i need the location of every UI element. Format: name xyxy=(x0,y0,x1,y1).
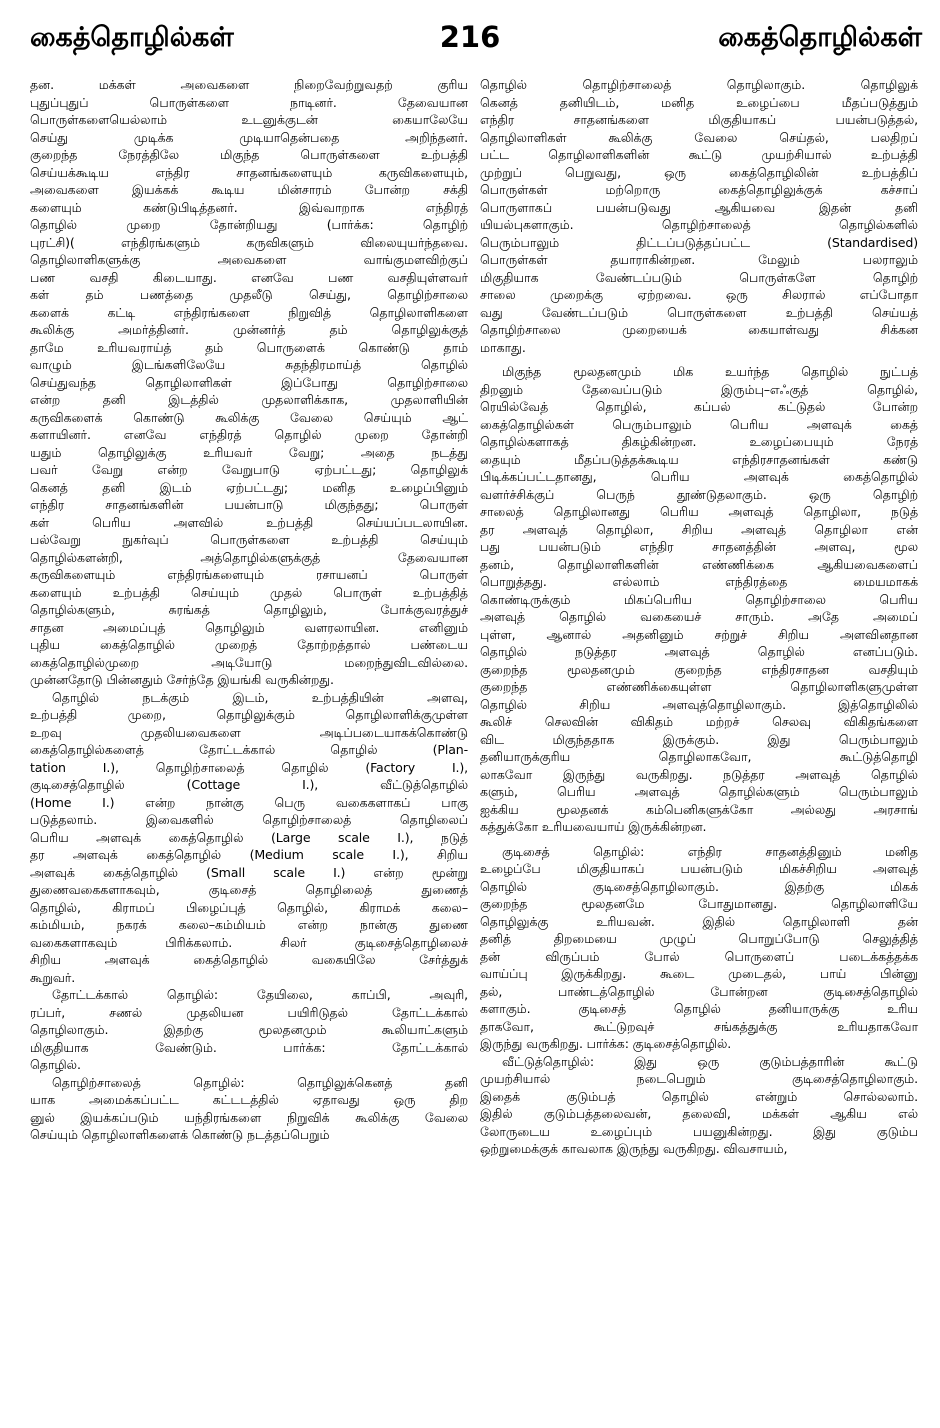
text-line: தன் விருப்பம் போல் பொருளைப் படைக்கத்தக்க xyxy=(480,948,918,964)
text-line: படுத்தலாம். இவைகளில் தொழிற்சாலைத் தொழிலைப் xyxy=(30,812,468,827)
text-line: தொழில், கிராமப் பிழைப்புத் தொழில், கிராமக் கலை– xyxy=(30,899,468,915)
text-line: சாலைத் தொழிலானது பெரிய அளவுத் தொழிலா, நடுத் xyxy=(480,504,918,519)
text-line: கள் பெரிய அளவில் உற்பத்தி செய்யப்படலாயின. xyxy=(30,514,468,530)
text-line: மிகுதியாக வேண்டப்படும் பொருள்களே தொழிற் xyxy=(480,269,918,285)
text-line: குடிசைத்தொழில் (Cottage I.), வீட்டுத்தொழில் xyxy=(30,777,468,792)
text-line: அளவுத் தொழில் வகையைச் சாரும். அதே அமைப் xyxy=(480,609,918,624)
text-line: பல்வேறு நுகர்வுப் பொருள்களை உற்பத்தி செய்யும் xyxy=(30,532,468,547)
text-line: கொண்டிருக்கும் மிகப்பெரிய தொழிற்சாலை பெரிய xyxy=(480,591,918,607)
running-title-right: கைத்தொழில்கள் xyxy=(718,22,922,53)
text-line: விட மிகுந்ததாக இருக்கும். இது பெரும்பாலும் xyxy=(480,731,918,747)
text-line: கூலிச் செலவின் விகிதம் மற்றச் செலவு விகிதங்களை xyxy=(480,714,918,729)
text-line: தொழிற்சாலைத் தொழில்: தொழிலுக்கெனத் தனி xyxy=(52,1074,468,1090)
text-line: தொழிலாளிகளுக்கு அவைகளை வாங்குமளவிற்குப் xyxy=(30,252,468,267)
text-line: தனித் திறமையை முழுப் பொறுப்போடு செலுத்தித் xyxy=(480,931,918,946)
text-line: தொழில் நடுத்தர அளவுத் தொழில் எனப்படும். xyxy=(480,644,918,659)
text-line: பொருள்களையெல்லாம் உடனுக்குடன் கையாலேயே xyxy=(30,112,468,127)
text-line: கருவிகளையும் எந்திரங்களையும் ரசாயனப் பொருள் xyxy=(30,567,468,582)
text-line: கள் தம் பணத்தை முதலீடு செய்து, தொழிற்சாலை xyxy=(30,287,468,302)
text-line: பொருள்கள் மற்றொரு கைத்தொழிலுக்குக் கச்சாப் xyxy=(480,182,918,197)
left-column xyxy=(30,76,468,1144)
text-line: (Home I.) என்ற நான்கு பெரு வகைகளாகப் பாகு xyxy=(30,794,468,810)
text-line: பொருளாகப் பயன்படுவது ஆகியவை இதன் தனி xyxy=(480,199,918,215)
text-line: தொழில் முறை தோன்றியது (பார்க்க: தொழிற் xyxy=(30,217,468,232)
text-line: தர அளவுத் தொழிலா, சிறிய அளவுத் தொழிலா என் xyxy=(480,521,918,537)
text-line: தொழிற்சாலை முறையைக் கையாள்வது சிக்கன xyxy=(480,322,918,337)
text-line: வீட்டுத்தொழில்: இது ஒரு குடும்பத்தாரின் கூட்டு xyxy=(502,1053,918,1069)
text-line: ஐக்கிய மூலதனக் கம்பெனிகளுக்கோ அல்லது அரசாங் xyxy=(480,801,918,817)
text-line: பொறுத்தது. எல்லாம் எந்திரத்தை மையமாகக் xyxy=(480,574,918,589)
text-line: ரப்பர், சணல் முதலியன பயிரிடுதல் தோட்டக்கால் xyxy=(30,1004,468,1020)
text-line: யாக அமைக்கப்பட்ட கட்டடத்தில் ஏதாவது ஒரு திற xyxy=(30,1092,468,1107)
text-line: தல், பாண்டத்தொழில் போன்றன குடிசைத்தொழில் xyxy=(480,983,918,999)
text-line: தனம், தொழிலாளிகளின் எண்ணிக்கை ஆகியவைகளைப் xyxy=(480,556,918,572)
text-line: தொழில் குடிசைத்தொழிலாகும். இதற்கு மிகக் xyxy=(480,878,918,894)
text-line: களாகும். குடிசைத் தொழில் தனியாருக்கு உரிய xyxy=(480,1001,918,1016)
text-line: களாயினர். எனவே எந்திரத் தொழில் முறை தோன்றி xyxy=(30,427,468,442)
text-line: குறைந்த மூலதனமே போதுமானது. தொழிலாளியே xyxy=(480,896,918,911)
text-line: பெரிய அளவுக் கைத்தொழில் (Large scale I.), நடுத் xyxy=(30,829,468,845)
text-line: பெரும்பாலும் திட்டப்படுத்தப்பட்ட (Standardised) xyxy=(480,234,918,250)
text-line: மிகுந்த மூலதனமும் மிக உயர்ந்த தொழில் நுட்பத் xyxy=(502,364,918,379)
text-line: னுல் இயக்கப்படும் யந்திரங்களை நிறுவிக் கூலிக்கு வேலை xyxy=(30,1109,468,1125)
text-line: இதில் குடும்பத்தலைவன், தலைவி, மக்கள் ஆகிய எல் xyxy=(480,1106,918,1121)
text-line: களைக் கட்டி எந்திரங்களை நிறுவித் தொழிலாளிகளை xyxy=(30,304,468,320)
text-line: புதிய கைத்தொழில் முறைத் தோற்றத்தால் பண்டைய xyxy=(30,637,468,652)
text-line: களும், பெரிய அளவுத் தொழில்களும் பெரும்பாலும் xyxy=(480,784,918,799)
text-line: எந்திர சாதனங்களின் பயன்பாடு மிகுந்தது; பொருள் xyxy=(30,497,468,512)
text-line: இருந்து வருகிறது. பார்க்க: குடிசைத்தொழில். xyxy=(480,1036,732,1051)
text-line: அவைகளை இயக்கக் கூடிய மின்சாரம் போன்ற சக்தி xyxy=(30,182,468,197)
text-line: கத்துக்கோ உரியவையாய் இருக்கின்றன. xyxy=(480,819,707,834)
text-line: பட்ட தொழிலாளிகளின் கூட்டு முயற்சியால் உற்பத்தி xyxy=(480,147,918,162)
text-line: கைத்தொழில்கள் பெரும்பாலும் பெரிய அளவுக் கைத் xyxy=(480,416,918,432)
text-line: முன்னதோடு பின்னதும் சேர்ந்தே இயங்கி வருகின்றது. xyxy=(30,672,334,687)
text-line: சிறிய அளவுக் கைத்தொழில் வகையிலே சேர்த்துக் xyxy=(30,952,468,967)
text-line: கெனத் தனியிடம், மனித உழைப்பை மீதப்படுத்தும் xyxy=(480,94,918,110)
text-line: பிடிக்கப்பட்டதானது, பெரிய அளவுக் கைத்தொழில் xyxy=(480,469,918,484)
text-line: கூறுவர். xyxy=(30,969,76,985)
text-line: தொழில்களும், சுரங்கத் தொழிலும், போக்குவரத்துச் xyxy=(30,602,468,617)
text-line: தன. மக்கள் அவைகளை நிறைவேற்றுவதற் குரிய xyxy=(30,77,468,92)
text-line: புதுப்புதுப் பொருள்களை நாடினர். தேவையான xyxy=(30,94,468,110)
text-line: பொருள்கள் தயாராகின்றன. மேலும் பலராலும் xyxy=(480,252,918,267)
text-line: கைத்தொழில்முறை அடியோடு மறைந்துவிடவில்லை. xyxy=(30,654,468,670)
text-line: தொழில் சிறிய அளவுத்தொழிலாகும். இத்தொழிலில் xyxy=(480,696,918,712)
text-line: தொழில் தொழிற்சாலைத் தொழிலாகும். தொழிலுக் xyxy=(480,77,918,92)
text-line: பண வசதி கிடையாது. எனவே பண வசதியுள்ளவர் xyxy=(30,269,468,285)
page-header xyxy=(0,0,940,60)
text-line: பது பயன்படும் எந்திர சாதனத்தின் அளவு, மூல xyxy=(480,539,918,554)
text-line: பவர் வேறு என்ற வேறுபாடு ஏற்பட்டது; தொழிலுக் xyxy=(30,462,468,477)
text-line: ஒற்றுமைக்குக் காவலாக இருந்து வருகிறது. விவசாயம், xyxy=(480,1141,788,1156)
text-line: துணைவகைகளாகவும், குடிசைத் தொழிலைத் துணைத் xyxy=(30,882,468,897)
text-line: என்ற தனி இடத்தில் முதலாளிக்காக, முதலாளியின் xyxy=(30,392,468,407)
text-line: லாகவோ இருந்து வருகிறது. நடுத்தர அளவுத் தொழில் xyxy=(480,766,918,782)
text-line: எந்திர சாதனங்களை மிகுதியாகப் பயன்படுத்தல், xyxy=(480,112,918,127)
text-line: யியல்புகளாகும். தொழிற்சாலைத் தொழில்களில் xyxy=(480,217,918,232)
text-line: தனியாருக்குரிய தொழிலாகவோ, கூட்டுத்தொழி xyxy=(480,749,918,764)
text-line: குடிசைத் தொழில்: எந்திர சாதனத்தினும் மனித xyxy=(502,843,918,859)
text-line: வாய்ப்பு இருக்கிறது. கூடை முடைதல், பாய் பின்னு xyxy=(480,966,918,981)
text-line: மிகுதியாக வேண்டும். பார்க்க: தோட்டக்கால் xyxy=(30,1039,468,1055)
text-line: களையும் உற்பத்தி செய்யும் முதல் பொருள் உற்பத்தித் xyxy=(30,584,468,600)
text-line: வாழும் இடங்களிலேயே சுதந்திரமாய்த் தொழில் xyxy=(30,357,468,372)
text-line: உறவு முதலியவைகளை அடிப்படையாகக்கொண்டு xyxy=(30,724,468,740)
text-line: செய்யும் தொழிலாளிகளைக் கொண்டு நடத்தப்பெறும் xyxy=(30,1127,330,1142)
text-line: மாகாது. xyxy=(480,339,526,355)
text-line: கருவிகளைக் கொண்டு கூலிக்கு வேலை செய்யும் ஆட் xyxy=(30,409,468,425)
text-line: தொழில்களன்றி, அத்தொழில்களுக்குத் தேவையான xyxy=(30,549,468,565)
text-line: உற்பத்தி முறை, தொழிலுக்கும் தொழிலாளிக்குமுள்ள xyxy=(30,707,468,722)
text-line: லோருடைய உழைப்பும் பயனுகின்றது. இது குடும்ப xyxy=(480,1123,918,1139)
text-line: யதும் தொழிலுக்கு உரியவர் வேறு; அதை நடத்து xyxy=(30,444,468,460)
text-line: தோட்டக்கால் தொழில்: தேயிலை, காப்பி, அவுரி, xyxy=(52,987,468,1002)
text-line: செய்துவந்த தொழிலாளிகள் இப்போது தொழிற்சாலை xyxy=(30,374,468,390)
right-column xyxy=(480,76,918,1158)
text-line: திறனும் தேவைப்படும் இரும்பு–எஃகுத் தொழில், xyxy=(480,381,918,397)
text-line: tation I.), தொழிற்சாலைத் தொழில் (Factory I.), xyxy=(30,759,468,775)
text-line: புள்ள, ஆனால் அதனினும் சற்றுச் சிறிய அளவினதான xyxy=(480,626,918,642)
text-line: வகைகளாகவும் பிரிக்கலாம். சிலர் குடிசைத்தொழிலைச் xyxy=(30,934,468,950)
text-line: தாகவோ, கூட்டுறவுச் சங்கத்துக்கு உரியதாகவோ xyxy=(480,1018,918,1034)
text-line: தொழில். xyxy=(30,1057,81,1072)
text-line: அளவுக் கைத்தொழில் (Small scale I.) என்ற மூன்று xyxy=(30,864,468,880)
text-line: உழைப்பே மிகுதியாகப் பயன்படும் மிகச்சிறிய அளவுத் xyxy=(480,861,918,876)
text-line: கூலிக்கு அமர்த்தினர். முன்னர்த் தம் தொழிலுக்குத் xyxy=(30,322,468,337)
text-line: தொழிலாளிகள் கூலிக்கு வேலை செய்தல், பலதிறப் xyxy=(480,129,918,145)
text-line: கைத்தொழில்களைத் தோட்டக்கால் தொழில் (Plan- xyxy=(30,742,468,757)
text-line: கெனத் தனி இடம் ஏற்பட்டது; மனித உழைப்பினும் xyxy=(30,479,468,495)
text-line: செய்யக்கூடிய எந்திர சாதனங்களையும் கருவிகளையும், xyxy=(30,164,468,180)
text-line: முற்றுப் பெறுவது, ஒரு கைத்தொழிலின் உற்பத்திப் xyxy=(480,164,918,180)
running-title-left: கைத்தொழில்கள் xyxy=(30,22,234,53)
text-line: குறைந்த எண்ணிக்கையுள்ள தொழிலாளிகளுமுள்ள xyxy=(480,679,918,694)
text-line: செய்து முடிக்க முடியாதென்பதை அறிந்தனர். xyxy=(30,129,468,145)
text-line: தொழில்களாகத் திகழ்கின்றன. உழைப்பையும் நேரத் xyxy=(480,434,918,449)
text-line: முயற்சியால் நடைபெறும் குடிசைத்தொழிலாகும். xyxy=(480,1071,918,1086)
text-line: ரெயில்வேத் தொழில், கப்பல் கட்டுதல் போன்ற xyxy=(480,399,918,414)
text-line: தொழில் நடக்கும் இடம், உற்பத்தியின் அளவு, xyxy=(52,689,468,705)
text-line: குறைந்த மூலதனமும் குறைந்த எந்திரசாதன வசதியும் xyxy=(480,661,918,677)
text-line: வளர்ச்சிக்குப் பெருந் தூண்டுதலாகும். ஒரு தொழிற் xyxy=(480,486,918,502)
text-line: வது வேண்டப்படும் பொருள்களை உற்பத்தி செய்யத் xyxy=(480,304,918,320)
page-number: 216 xyxy=(439,20,501,54)
text-line: தொழிலாகும். இதற்கு மூலதனமும் கூலியாட்களும் xyxy=(30,1022,468,1037)
text-line: தொழிலுக்கு உரியவன். இதில் தொழிலாளி தன் xyxy=(480,913,918,929)
text-line: தர அளவுக் கைத்தொழில் (Medium scale I.), சிறிய xyxy=(30,847,468,862)
text-line: சாலை முறைக்கு ஏற்றவை. ஒரு சிலரால் எப்போதா xyxy=(480,287,918,302)
text-line: களையும் கண்டுபிடித்தனர். இவ்வாறாக எந்திரத் xyxy=(30,199,468,215)
text-line: தாமே உரியவராய்த் தம் பொருளைக் கொண்டு தாம் xyxy=(30,339,468,355)
text-line: கம்மியம், நகரக் கலை–கம்மியம் என்ற நான்கு துணை xyxy=(30,917,468,932)
text-line: புரட்சி)( எந்திரங்களும் கருவிகளும் விலையுயர்ந்தவை. xyxy=(30,234,468,250)
text-line: இதைக் குடும்பத் தொழில் என்றும் சொல்லலாம். xyxy=(480,1088,918,1104)
text-line: சாதன அமைப்புத் தொழிலும் வளரலாயின. எனினும் xyxy=(30,619,468,635)
text-line: குறைந்த நேரத்திலே மிகுந்த பொருள்களை உற்பத்தி xyxy=(30,147,468,162)
text-line: தையும் மீதப்படுத்தக்கூடிய எந்திரசாதனங்கள் கண்டு xyxy=(480,451,918,467)
